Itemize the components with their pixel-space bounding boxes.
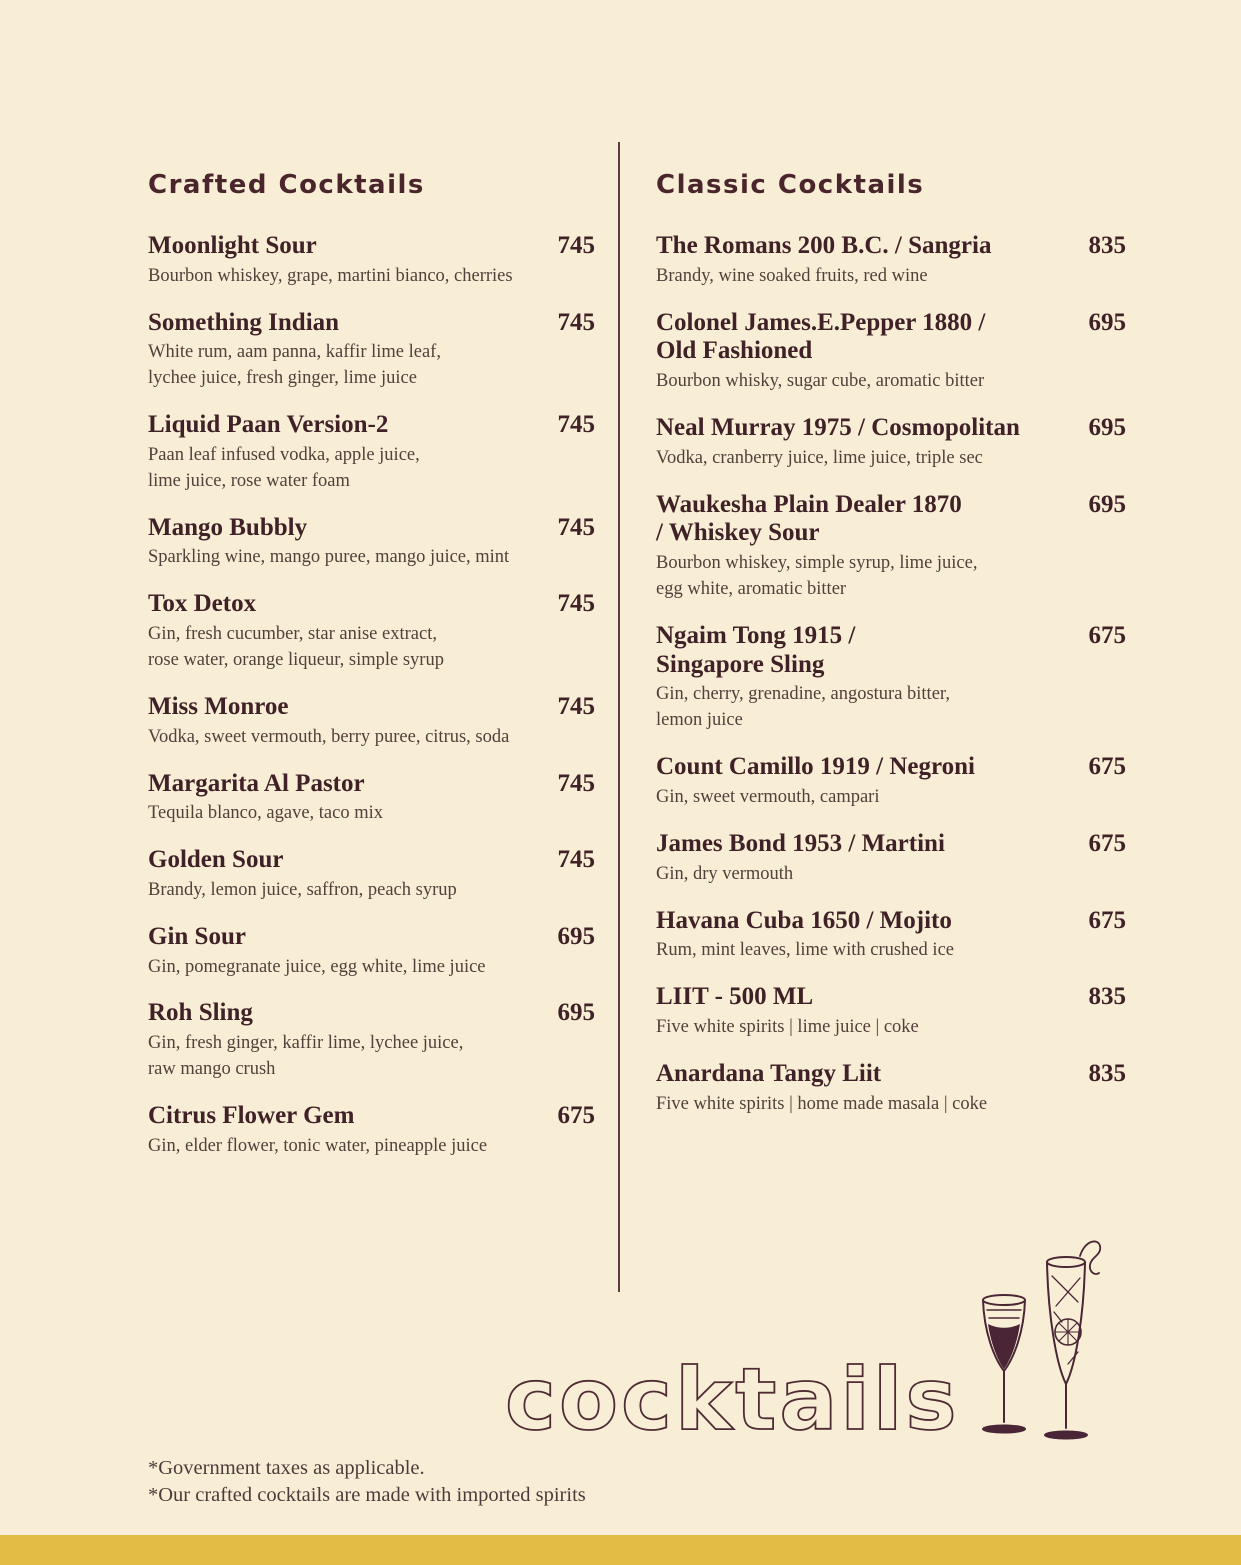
menu-item [148,514,595,572]
item-name: Gin Sour [148,922,246,950]
menu-item [656,232,1126,290]
item-description: Bourbon whiskey, grape, martini bianco, cherries [148,265,513,286]
menu-item [656,983,1126,1041]
item-name: Citrus Flower Gem [148,1101,355,1129]
item-description: Gin, cherry, grenadine, angostura bitter, lemon juice [656,684,950,731]
item-price: 695 [1088,308,1126,336]
item-description: Five white spirits | home made masala | coke [656,1093,988,1114]
menu-item [656,491,1126,603]
menu-item [656,830,1126,888]
menu-item [148,770,595,828]
classic-cocktails-section [656,170,1126,1136]
cocktail-glasses-icon [962,1232,1112,1462]
item-description: Bourbon whiskey, simple syrup, lime juice, egg white, aromatic bitter [656,553,978,600]
item-name: Ngaim Tong 1915 / Singapore Sling [656,621,856,678]
item-name: Miss Monroe [148,692,289,720]
item-price: 835 [1088,1059,1126,1087]
item-price: 745 [557,769,595,797]
item-price: 695 [557,999,595,1027]
item-name: Roh Sling [148,999,253,1027]
item-description: Bourbon whisky, sugar cube, aromatic bitter [656,371,985,392]
item-price: 745 [557,411,595,439]
menu-item [148,590,595,674]
item-description: Gin, elder flower, tonic water, pineapple juice [148,1135,488,1156]
menu-item [656,622,1126,734]
footnote-imported-spirits: *Our crafted cocktails are made with imported spirits [148,1484,586,1507]
footnotes [148,1455,586,1510]
item-price: 675 [557,1101,595,1129]
item-description: Five white spirits | lime juice | coke [656,1016,919,1037]
item-price: 745 [557,590,595,618]
item-name: Waukesha Plain Dealer 1870 / Whiskey Sour [656,490,962,547]
menu-item [148,411,595,495]
item-price: 835 [1088,983,1126,1011]
item-description: Gin, sweet vermouth, campari [656,786,880,807]
item-name: Count Camillo 1919 / Negroni [656,753,975,781]
section-title-classic: Classic Cocktails [656,170,925,200]
menu-item [148,999,595,1083]
menu-item [656,753,1126,811]
watermark-text: cocktails [505,1350,960,1450]
menu-item [148,309,595,393]
menu-item [656,1060,1126,1118]
menu-item [148,1102,595,1160]
item-price: 675 [1088,753,1126,781]
menu-item [148,923,595,981]
item-name: Liquid Paan Version-2 [148,411,389,439]
item-description: Vodka, cranberry juice, lime juice, triple sec [656,447,983,468]
footnote-taxes: *Government taxes as applicable. [148,1457,425,1479]
item-price: 675 [1088,829,1126,857]
item-name: Margarita Al Pastor [148,769,365,797]
item-description: Rum, mint leaves, lime with crushed ice [656,940,954,961]
item-name: James Bond 1953 / Martini [656,829,945,857]
item-price: 745 [557,513,595,541]
item-description: Tequila blanco, agave, taco mix [148,803,383,824]
item-name: Tox Detox [148,590,257,618]
item-description: Brandy, lemon juice, saffron, peach syrup [148,879,457,900]
item-description: Gin, fresh cucumber, star anise extract, rose water, orange liqueur, simple syrup [148,624,444,670]
menu-item [148,693,595,751]
item-description: Sparkling wine, mango puree, mango juice, mint [148,547,510,568]
item-name: LIIT - 500 ML [656,983,814,1011]
item-description: White rum, aam panna, kaffir lime leaf, lychee juice, fresh ginger, lime juice [148,342,441,389]
item-name: Golden Sour [148,846,284,874]
menu-item [656,414,1126,472]
item-price: 745 [557,846,595,874]
item-price: 745 [557,308,595,336]
item-price: 675 [1088,906,1126,934]
item-description: Gin, fresh ginger, kaffir lime, lychee juice, raw mango crush [148,1033,464,1080]
item-price: 835 [1088,232,1126,259]
item-price: 745 [557,692,595,720]
section-title-crafted: Crafted Cocktails [148,170,425,200]
item-description: Gin, pomegranate juice, egg white, lime juice [148,956,486,977]
item-description: Paan leaf infused vodka, apple juice, lime juice, rose water foam [148,444,420,491]
item-price: 745 [557,232,595,259]
item-price: 695 [1088,414,1126,442]
item-price: 675 [1088,621,1126,649]
item-description: Gin, dry vermouth [656,863,794,884]
item-name: The Romans 200 B.C. / Sangria [656,232,992,259]
item-name: Anardana Tangy Liit [656,1059,882,1087]
crafted-cocktails-section [148,170,595,1179]
item-description: Vodka, sweet vermouth, berry puree, citrus, soda [148,726,510,747]
item-name: Neal Murray 1975 / Cosmopolitan [656,414,1020,442]
footer-accent-bar [0,1535,1241,1565]
column-divider [618,142,620,1292]
item-price: 695 [1088,490,1126,518]
item-name: Colonel James.E.Pepper 1880 / Old Fashioned [656,308,986,365]
item-name: Mango Bubbly [148,513,308,541]
item-name: Something Indian [148,308,340,336]
menu-item [656,907,1126,965]
menu-item [656,309,1126,395]
item-price: 695 [557,922,595,950]
item-name: Moonlight Sour [148,232,317,259]
item-description: Brandy, wine soaked fruits, red wine [656,265,928,286]
menu-item [148,846,595,904]
item-name: Havana Cuba 1650 / Mojito [656,906,952,934]
menu-item [148,232,595,290]
